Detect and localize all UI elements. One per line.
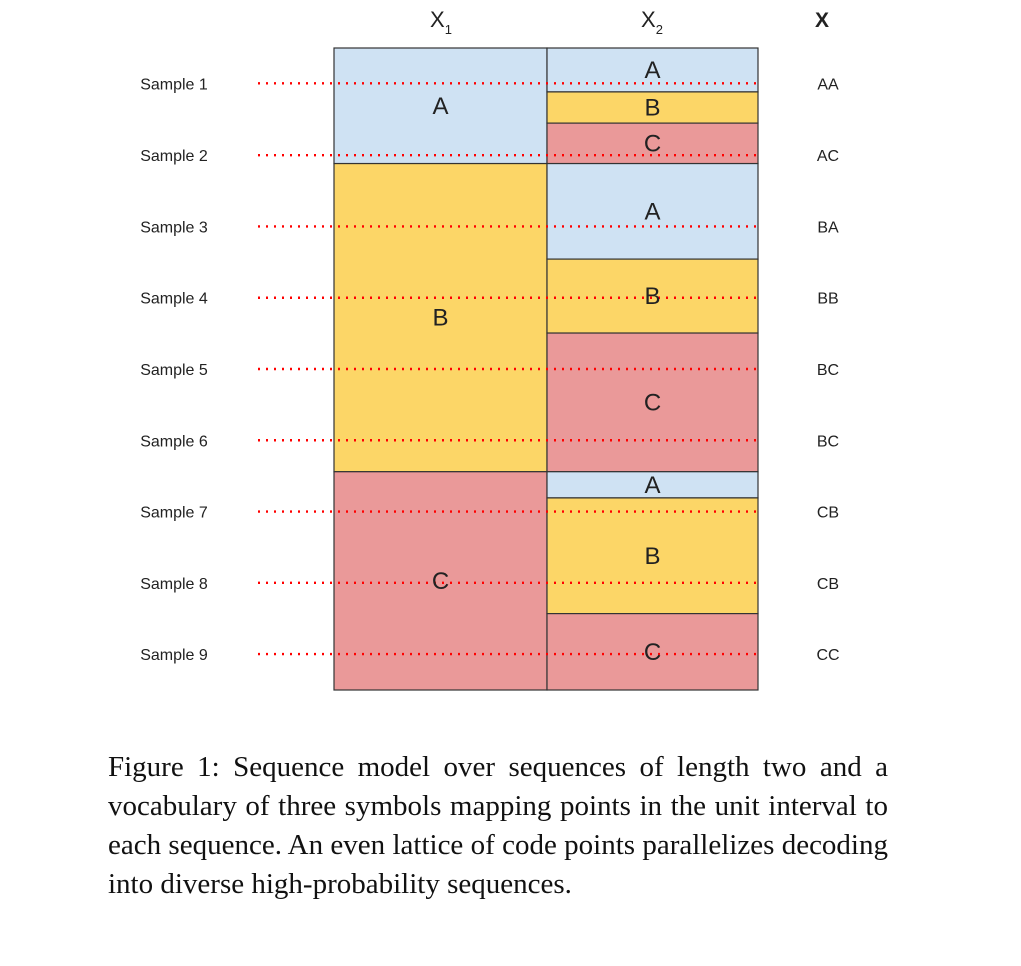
sequence-label-3: BA (817, 219, 839, 237)
sequence-label-7: CB (816, 504, 840, 522)
x1-label-a: A (432, 92, 449, 120)
x2-label-bc: C (643, 389, 662, 417)
sequence-label-2: AC (816, 148, 840, 166)
x1-header-subscript: 1 (444, 22, 452, 37)
x-header: X (814, 9, 830, 32)
x2-label-cb: B (644, 542, 661, 570)
x2-header-letter: X (641, 7, 656, 32)
x2-label-cc: C (643, 638, 662, 666)
sequence-label-1: AA (817, 76, 839, 94)
x2-label-ca: A (644, 471, 661, 499)
sequence-label-8: CB (816, 575, 840, 593)
sample-label-9: Sample 9 (140, 647, 208, 665)
x2-header (641, 7, 663, 37)
x2-label-ac: C (643, 130, 662, 158)
sequence-label-6: BC (816, 433, 840, 451)
sequence-label-5: BC (816, 362, 840, 379)
column-headers (430, 7, 829, 37)
x1-label-b: B (432, 304, 449, 332)
sample-label-5: Sample 5 (140, 362, 208, 379)
sequence-label-9: CC (816, 647, 840, 665)
x2-label-bb: B (644, 283, 661, 311)
sample-label-3: Sample 3 (140, 219, 208, 237)
x2-header-subscript: 2 (655, 22, 663, 37)
x1-header-letter: X (430, 7, 445, 32)
sequence-label-4: BB (817, 290, 839, 308)
x2-label-ab: B (644, 94, 661, 122)
x1-label-c: C (431, 567, 450, 595)
sample-label-2: Sample 2 (140, 148, 208, 166)
sample-label-4: Sample 4 (140, 290, 208, 308)
x2-label-ba: A (644, 198, 661, 226)
sample-label-1: Sample 1 (140, 76, 208, 94)
figure-caption: Figure 1: Sequence model over sequences of length two and a vocabulary of three symbols mapping points in the unit interval to each sequence. An even lattice of code points parallelizes decoding into diverse high-probability sequences. (108, 751, 888, 900)
x1-header (430, 7, 452, 37)
sample-label-8: Sample 8 (140, 575, 208, 593)
sample-label-6: Sample 6 (140, 433, 208, 451)
sample-label-7: Sample 7 (140, 504, 208, 522)
x2-label-aa: A (644, 56, 661, 84)
